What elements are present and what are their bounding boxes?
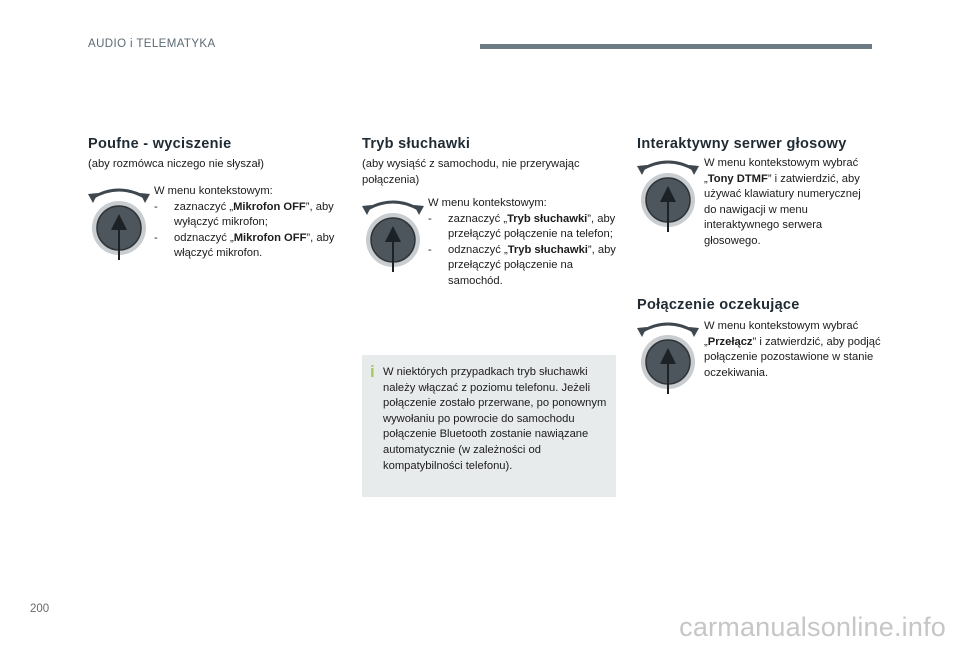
watermark: carmanualsonline.info: [679, 612, 946, 642]
option-item: - zaznaczyć „Mikrofon OFF”, aby wyłączyć mikrofon;: [154, 200, 334, 228]
info-text: W niektórych przypadkach tryb słuchawki należy włączać z poziomu telefonu. Jeżeli połączenie zostało przerwane, po ponownym wywołaniu po powrocie do samochodu połączenie Bluetooth zostanie nawiązane automatycznie (w zależności od kompatybilności telefonu).: [383, 366, 607, 472]
heading-handset-mode: Tryb słuchawki: [362, 136, 471, 152]
ivr-text: W menu kontekstowym wybrać „Tony DTMF” i zatwierdzić, aby używać klawiatury numerycznej do nawigacji w menu interaktywnego serwera głosowego.: [704, 157, 861, 247]
heading-ivr: Interaktywny serwer głosowy: [637, 136, 847, 152]
section-title: AUDIO i TELEMATYKA: [88, 38, 216, 50]
heading-privacy: Poufne - wyciszenie: [88, 136, 232, 152]
privacy-lead: W menu kontekstowym:: [154, 185, 273, 197]
option-item: - odznaczyć „Mikrofon OFF”, aby włączyć mikrofon.: [154, 231, 335, 259]
privacy-options: [154, 200, 344, 262]
info-icon: i: [370, 362, 375, 381]
rotary-knob-icon: [362, 196, 424, 274]
handset-lead: W menu kontekstowym:: [428, 197, 547, 209]
call-waiting-text: W menu kontekstowym wybrać „Przełącz” i zatwierdzić, aby podjąć połączenie pozostawione w stanie oczekiwania.: [704, 320, 881, 379]
rotary-knob-icon: [637, 318, 699, 396]
rotary-knob-icon: [637, 156, 699, 234]
heading-call-waiting: Połączenie oczekujące: [637, 297, 800, 313]
option-item: - zaznaczyć „Tryb słuchawki”, aby przełączyć połączenie na telefon;: [428, 212, 616, 240]
handset-options: [428, 212, 618, 290]
rotary-knob-icon: [88, 184, 150, 262]
option-item: - odznaczyć „Tryb słuchawki”, aby przełączyć połączenie na samochód.: [428, 243, 616, 287]
privacy-intro: (aby rozmówca niczego nie słyszał): [88, 158, 264, 170]
handset-intro: (aby wysiąść z samochodu, nie przerywając połączenia): [362, 158, 580, 186]
header-bar: [480, 44, 872, 49]
info-note: [362, 355, 616, 497]
page-number: 200: [30, 603, 50, 615]
